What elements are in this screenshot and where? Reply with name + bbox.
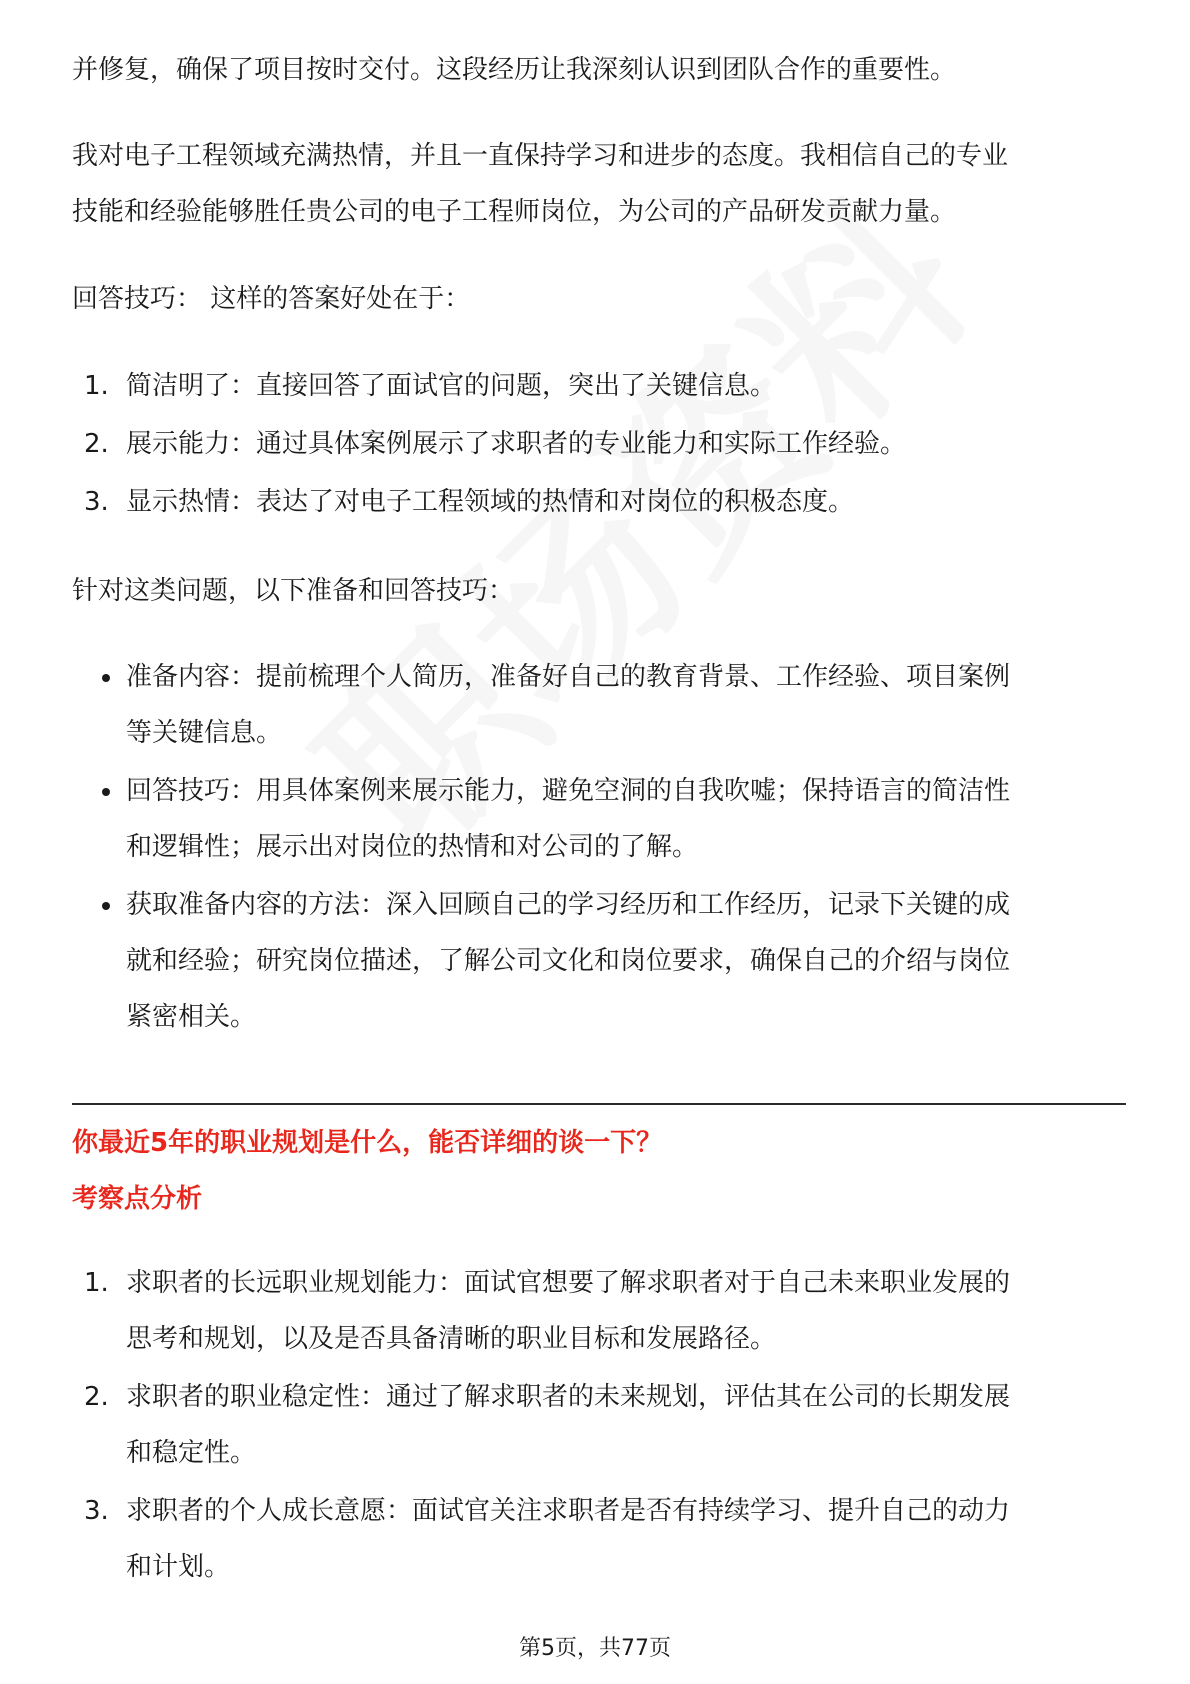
bullet-icon xyxy=(102,902,110,910)
list-item-line: 就和经验；研究岗位描述，了解公司文化和岗位要求，确保自己的介绍与岗位 xyxy=(126,946,1011,976)
list-item-line: 紧密相关。 xyxy=(126,1002,257,1032)
list-item-line: 求职者的长远职业规划能力：面试官想要了解求职者对于自己未来职业发展的 xyxy=(126,1268,1011,1298)
question-title: 你最近5年的职业规划是什么，能否详细的谈一下？ xyxy=(72,1128,663,1158)
prep-tips-list xyxy=(72,649,1126,1047)
list-item-line: 思考和规划，以及是否具备清晰的职业目标和发展路径。 xyxy=(126,1324,777,1354)
list-item-line: 求职者的个人成长意愿：面试官关注求职者是否有持续学习、提升自己的动力 xyxy=(126,1496,1011,1526)
list-number: 2. xyxy=(84,1382,109,1412)
list-number: 1. xyxy=(84,371,109,401)
list-number: 2. xyxy=(84,429,109,459)
prep-tips-heading: 针对这类问题，以下准备和回答技巧： xyxy=(72,576,515,606)
list-item xyxy=(72,416,1126,472)
list-item-line: 和逻辑性；展示出对岗位的热情和对公司的了解。 xyxy=(126,832,699,862)
list-item xyxy=(72,1483,1126,1595)
bullet-icon xyxy=(102,788,110,796)
list-item-text: 展示能力：通过具体案例展示了求职者的专业能力和实际工作经验。 xyxy=(126,429,907,459)
list-item-line: 准备内容：提前梳理个人简历，准备好自己的教育背景、工作经验、项目案例 xyxy=(126,662,1011,692)
list-item-line: 获取准备内容的方法：深入回顾自己的学习经历和工作经历，记录下关键的成 xyxy=(126,890,1011,920)
paragraph-closing: 并修复，确保了项目按时交付。这段经历让我深刻认识到团队合作的重要性。 xyxy=(72,55,957,85)
list-item xyxy=(72,763,1126,875)
paragraph-passion-line-2: 技能和经验能够胜任贵公司的电子工程师岗位，为公司的产品研发贡献力量。 xyxy=(72,197,957,227)
list-item xyxy=(72,474,1126,530)
list-number: 3. xyxy=(84,1496,109,1526)
list-item-line: 和稳定性。 xyxy=(126,1438,257,1468)
list-item xyxy=(72,877,1126,1045)
list-item xyxy=(72,358,1126,414)
list-item-line: 和计划。 xyxy=(126,1552,231,1582)
analysis-list xyxy=(72,1255,1126,1597)
section-divider xyxy=(72,1103,1126,1105)
list-number: 1. xyxy=(84,1268,109,1298)
list-item xyxy=(72,649,1126,761)
list-number: 3. xyxy=(84,487,109,517)
list-item-line: 求职者的职业稳定性：通过了解求职者的未来规划，评估其在公司的长期发展 xyxy=(126,1382,1011,1412)
list-item-line: 回答技巧：用具体案例来展示能力，避免空洞的自我吹嘘；保持语言的简洁性 xyxy=(126,776,1011,806)
list-item-line: 等关键信息。 xyxy=(126,718,283,748)
bullet-icon xyxy=(102,674,110,682)
benefits-list xyxy=(72,358,1126,532)
answer-tips-heading: 回答技巧： 这样的答案好处在于： xyxy=(72,284,471,314)
question-subtitle: 考察点分析 xyxy=(72,1184,203,1214)
list-item xyxy=(72,1255,1126,1367)
paragraph-passion-line-1: 我对电子工程领域充满热情，并且一直保持学习和进步的态度。我相信自己的专业 xyxy=(72,141,1009,171)
list-item-text: 显示热情：表达了对电子工程领域的热情和对岗位的积极态度。 xyxy=(126,487,855,517)
list-item xyxy=(72,1369,1126,1481)
paragraph-passion xyxy=(72,128,1126,240)
list-item-text: 简洁明了：直接回答了面试官的问题，突出了关键信息。 xyxy=(126,371,777,401)
page-number: 第5页，共77页 xyxy=(519,1636,671,1661)
